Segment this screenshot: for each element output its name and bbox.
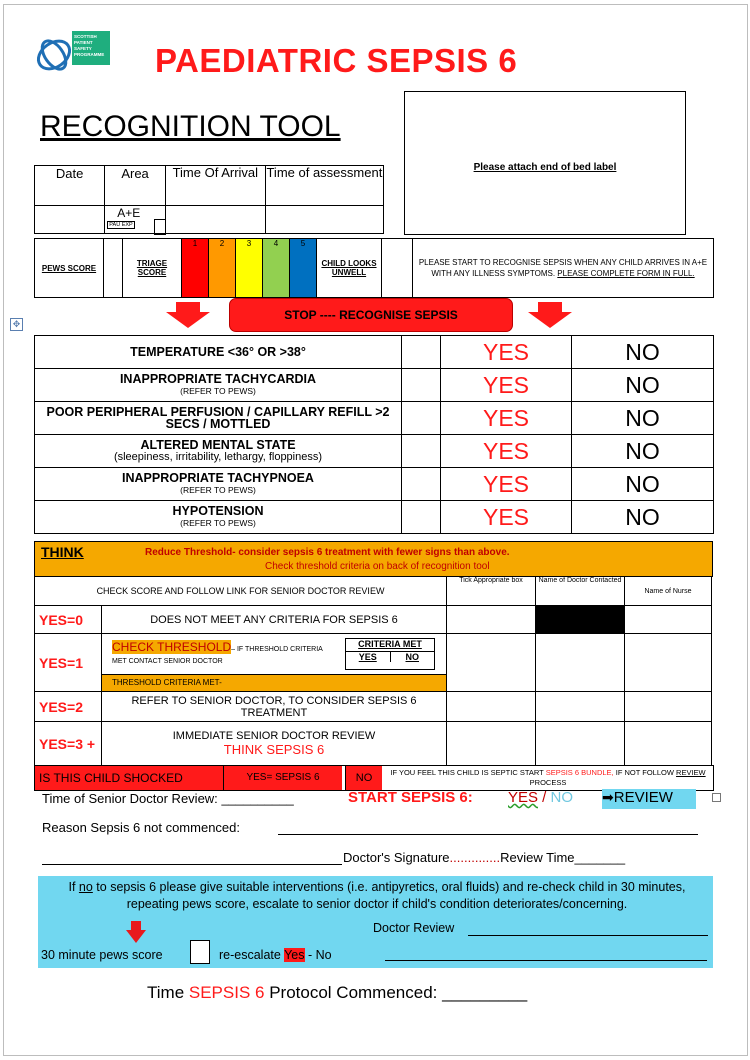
reescalate-yes[interactable]: Yes xyxy=(284,948,305,962)
score-text: REFER TO SENIOR DOCTOR, TO CONSIDER SEPSIS 6 TREATMENT xyxy=(102,692,447,722)
review-time-line xyxy=(42,791,294,806)
protocol-commenced: Time SEPSIS 6 Protocol Commenced: _________ xyxy=(147,983,528,1002)
check-threshold: CHECK THRESHOLD– IF THRESHOLD CRITERIA MET CONTACT SENIOR DOCTOR xyxy=(112,640,323,665)
pews-score-label: PEWS SCORE xyxy=(35,239,104,298)
signature-field[interactable] xyxy=(42,864,342,865)
pews-recheck-field[interactable] xyxy=(190,940,210,964)
nurse-header: Name of Nurse xyxy=(625,577,712,606)
criteria-tick[interactable] xyxy=(402,402,441,435)
doctor-header: Name of Doctor Contacted xyxy=(536,577,625,606)
yes-option[interactable]: YES xyxy=(441,435,572,468)
stop-banner: STOP ---- RECOGNISE SEPSIS xyxy=(229,298,513,332)
score-label: YES=2 xyxy=(35,692,102,722)
intervention-box xyxy=(38,876,713,968)
area-field[interactable] xyxy=(105,206,166,234)
tick-header: Tick Appropriate box xyxy=(447,577,536,606)
nurse-cell[interactable] xyxy=(625,634,712,692)
score-text: IMMEDIATE SENIOR DOCTOR REVIEW THINK SEPSIS 6 xyxy=(102,722,447,766)
assessment-field[interactable] xyxy=(265,206,383,234)
arrival-header: Time Of Arrival xyxy=(165,166,265,206)
date-header: Date xyxy=(35,166,105,206)
nurse-cell[interactable] xyxy=(625,692,712,722)
criteria-row xyxy=(35,501,714,534)
shocked-bar xyxy=(34,765,714,791)
criteria-table xyxy=(34,335,714,534)
pews-score-field[interactable] xyxy=(104,239,123,298)
doctor-cell[interactable] xyxy=(536,722,625,766)
triage-score-label: TRIAGE SCORE xyxy=(123,239,182,298)
resize-handle[interactable] xyxy=(712,793,721,802)
tick-cell[interactable] xyxy=(447,606,536,634)
start-no[interactable]: NO xyxy=(550,789,574,806)
nurse-cell[interactable] xyxy=(625,722,712,766)
down-arrow-icon xyxy=(166,302,210,328)
pews-recheck-label: 30 minute pews score xyxy=(41,948,163,962)
tick-cell[interactable] xyxy=(447,722,536,766)
protocol-time-field[interactable]: _________ xyxy=(437,983,528,1002)
criteria-tick[interactable] xyxy=(402,336,441,369)
yes-option[interactable]: YES xyxy=(441,501,572,534)
yes-option[interactable]: YES xyxy=(441,336,572,369)
yes-option[interactable]: YES xyxy=(441,402,572,435)
score-table xyxy=(34,576,712,766)
logo-line: SCOTTISH xyxy=(74,34,97,39)
area-checkbox[interactable] xyxy=(154,219,166,235)
tick-cell[interactable] xyxy=(447,634,536,692)
area-paed: PAU EXP xyxy=(109,222,133,228)
criteria-row xyxy=(35,435,714,468)
review-time-field[interactable]: __________ xyxy=(221,791,294,806)
bed-label-box[interactable] xyxy=(404,91,686,235)
table-move-handle[interactable]: ✥ xyxy=(10,318,23,331)
bed-label-text: Please attach end of bed label xyxy=(473,162,617,173)
triage-1[interactable]: 1 xyxy=(182,239,209,298)
area-value: A+E xyxy=(117,206,141,220)
criteria-row xyxy=(35,402,714,435)
criteria-tick[interactable] xyxy=(402,501,441,534)
logo-line: PATIENT xyxy=(74,40,93,45)
criteria-tick[interactable] xyxy=(402,468,441,501)
shocked-yes[interactable]: YES= SEPSIS 6 xyxy=(223,766,342,790)
doctor-cell[interactable] xyxy=(536,634,625,692)
think-line2: Check threshold criteria on back of recognition tool xyxy=(265,561,490,572)
triage-2[interactable]: 2 xyxy=(209,239,236,298)
criteria-met-box: CRITERIA MET YES NO xyxy=(345,638,435,670)
score-label: YES=1 xyxy=(35,634,102,692)
nurse-cell[interactable] xyxy=(625,606,712,634)
start-yes[interactable]: YES xyxy=(508,789,539,806)
criteria-tick[interactable] xyxy=(402,369,441,402)
down-arrow-icon xyxy=(126,921,146,943)
no-option[interactable]: NO xyxy=(572,336,714,369)
reescalate-label: re-escalate Yes - No xyxy=(219,948,332,962)
yes-option[interactable]: YES xyxy=(441,468,572,501)
reescalate-no[interactable]: No xyxy=(315,948,332,962)
score-label: YES=3 + xyxy=(35,722,102,766)
think-label: THINK xyxy=(41,544,84,560)
criteria-row xyxy=(35,468,714,501)
shocked-question: IS THIS CHILD SHOCKED xyxy=(35,766,223,790)
criteria-tick[interactable] xyxy=(402,435,441,468)
score-text: DOES NOT MEET ANY CRITERIA FOR SEPSIS 6 xyxy=(102,606,447,634)
child-unwell-label: CHILD LOOKS UNWELL xyxy=(317,239,382,298)
start-sepsis-label: START SEPSIS 6: xyxy=(348,789,473,806)
no-option[interactable]: NO xyxy=(572,402,714,435)
review-option[interactable]: ➡REVIEW xyxy=(602,789,696,809)
no-option[interactable]: NO xyxy=(572,501,714,534)
triage-4[interactable]: 4 xyxy=(263,239,290,298)
page-title: PAEDIATRIC SEPSIS 6 xyxy=(155,42,518,79)
no-option[interactable]: NO xyxy=(572,369,714,402)
criteria-no[interactable]: NO xyxy=(405,652,419,662)
think-line1: Reduce Threshold- consider sepsis 6 treatment with fewer signs than above. xyxy=(145,547,510,558)
doctor-cell[interactable] xyxy=(536,692,625,722)
doctor-review-label: Doctor Review xyxy=(373,921,455,935)
criteria-yes[interactable]: YES xyxy=(346,652,391,662)
reason-label: Reason Sepsis 6 not commenced: xyxy=(42,820,240,835)
no-option[interactable]: NO xyxy=(572,468,714,501)
think-banner xyxy=(34,541,713,577)
intervention-text: If no to sepsis 6 please give suitable interventions (i.e. antipyretics, oral fluids) and re-check child in 30 minutes, repeating pews score, escalate to senior doctor if child's condition deteriorates/concerning. xyxy=(68,880,686,911)
criteria-name: INAPPROPRIATE TACHYCARDIA (REFER TO PEWS) xyxy=(35,369,402,402)
shocked-note: IF YOU FEEL THIS CHILD IS SEPTIC START SEPSIS 6 BUNDLE, IF NOT FOLLOW REVIEW PROCESS xyxy=(390,768,706,787)
spsp-logo xyxy=(34,25,112,80)
reason-field[interactable] xyxy=(278,834,698,835)
triage-3[interactable]: 3 xyxy=(236,239,263,298)
no-option[interactable]: NO xyxy=(572,435,714,468)
criteria-row xyxy=(35,369,714,402)
info-table xyxy=(34,165,384,234)
criteria-row xyxy=(35,336,714,369)
criteria-name: ALTERED MENTAL STATE (sleepiness, irritability, lethargy, floppiness) xyxy=(35,435,402,468)
assessment-header: Time of assessment xyxy=(265,166,383,206)
doctor-cell xyxy=(536,606,625,634)
page-subtitle: RECOGNITION TOOL xyxy=(40,110,341,143)
start-sepsis-options: YES / NO xyxy=(508,789,574,806)
pews-triage-table xyxy=(34,238,714,298)
score-header: CHECK SCORE AND FOLLOW LINK FOR SENIOR DOCTOR REVIEW xyxy=(35,577,447,606)
pews-note: PLEASE START TO RECOGNISE SEPSIS WHEN ANY CHILD ARRIVES IN A+E WITH ANY ILLNESS SYMPTOMS. PLEASE COMPLETE FORM IN FULL. xyxy=(413,239,714,298)
date-field[interactable] xyxy=(35,206,105,234)
score-label: YES=0 xyxy=(35,606,102,634)
signature-line: Doctor's Signature..............Review Time_______ xyxy=(343,850,626,865)
down-arrow-icon xyxy=(528,302,572,328)
arrival-field[interactable] xyxy=(165,206,265,234)
logo-line: SAFETY xyxy=(74,46,92,51)
shocked-no[interactable]: NO xyxy=(345,766,382,790)
score-text xyxy=(102,634,447,692)
child-unwell-field[interactable] xyxy=(382,239,413,298)
tick-cell[interactable] xyxy=(447,692,536,722)
doctor-review-field[interactable] xyxy=(468,935,708,936)
right-arrow-icon: ➡ xyxy=(602,789,614,805)
criteria-name: INAPPROPRIATE TACHYPNOEA (REFER TO PEWS) xyxy=(35,468,402,501)
reescalate-field[interactable] xyxy=(385,960,707,961)
yes-option[interactable]: YES xyxy=(441,369,572,402)
review-time-label: Time of Senior Doctor Review: xyxy=(42,791,218,806)
threshold-bar: THRESHOLD CRITERIA MET- xyxy=(102,674,446,691)
criteria-name: TEMPERATURE <36° OR >38° xyxy=(35,336,402,369)
area-header: Area xyxy=(105,166,166,206)
criteria-name: HYPOTENSION (REFER TO PEWS) xyxy=(35,501,402,534)
criteria-name: POOR PERIPHERAL PERFUSION / CAPILLARY REFILL >2 SECS / MOTTLED xyxy=(35,402,402,435)
pews-note-emphasis: PLEASE COMPLETE FORM IN FULL. xyxy=(557,269,695,278)
triage-5[interactable]: 5 xyxy=(290,239,317,298)
logo-line: PROGRAMME xyxy=(74,52,105,57)
